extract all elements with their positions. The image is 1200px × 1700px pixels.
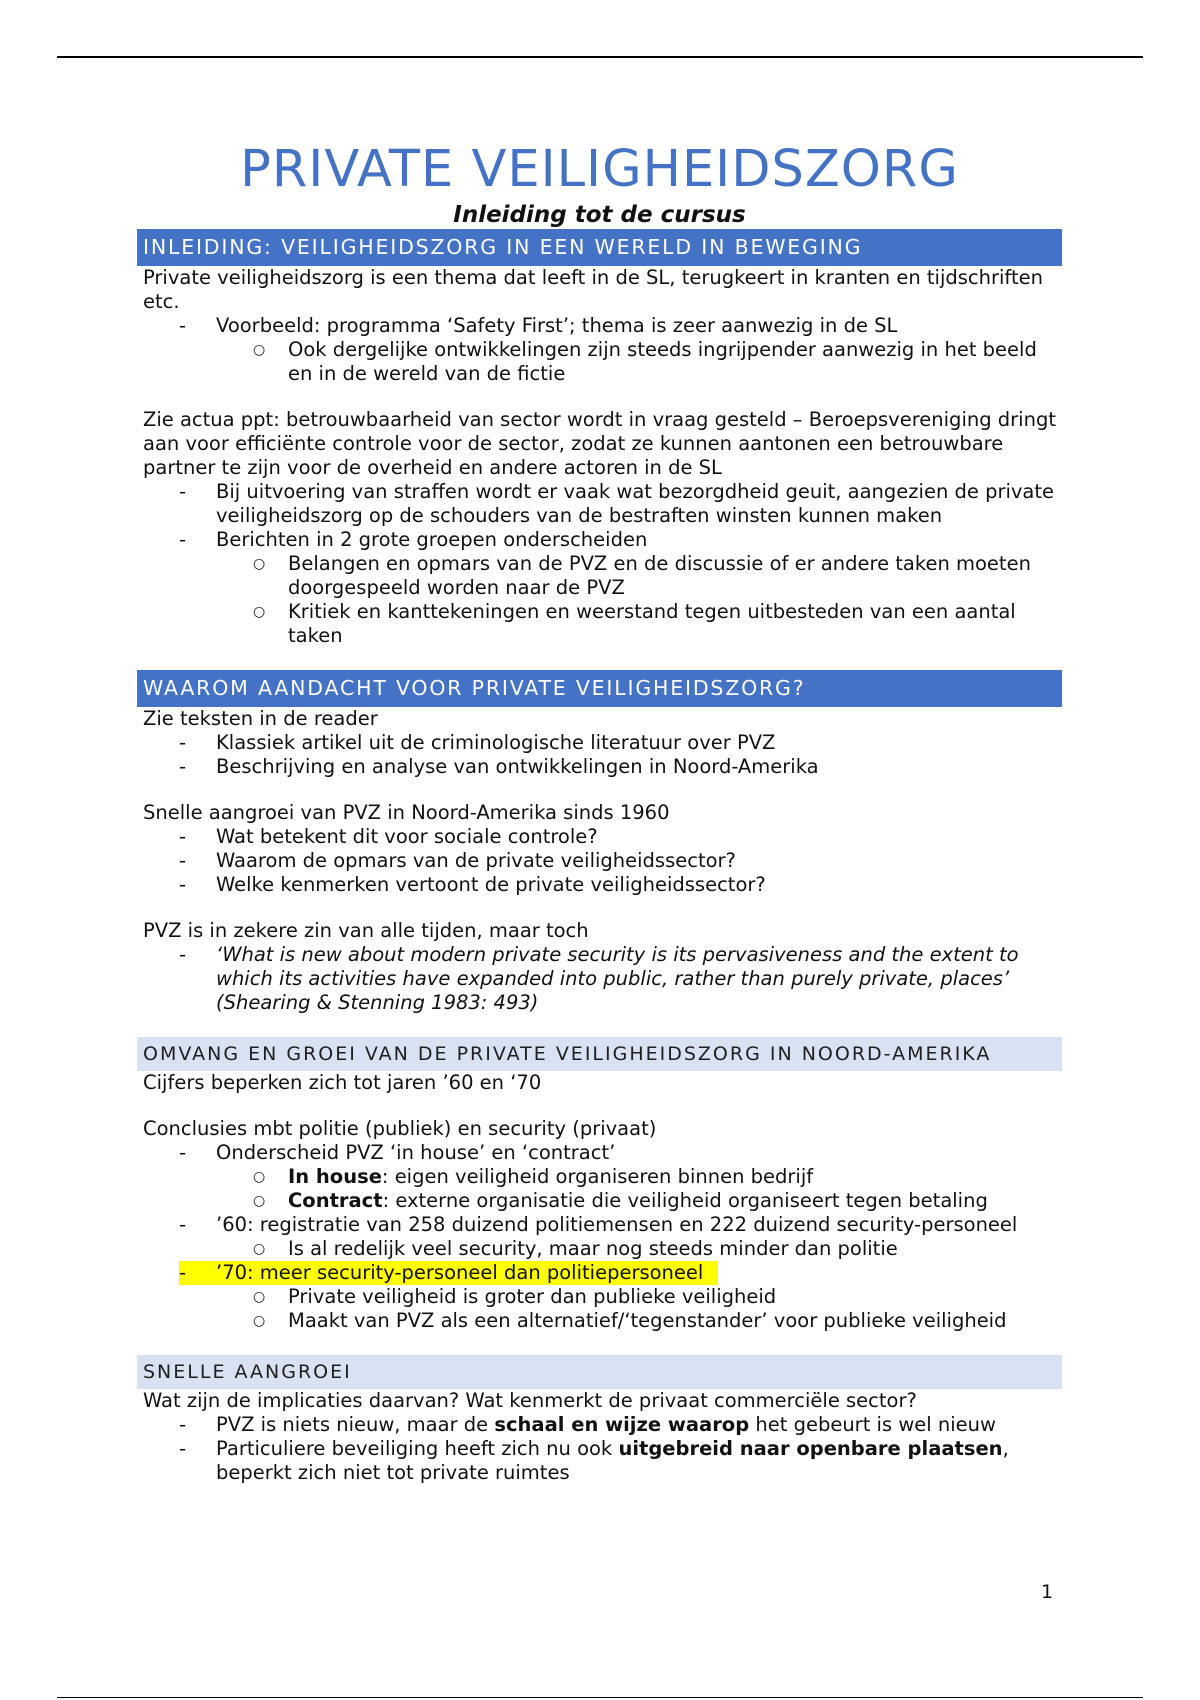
- paragraph: Private veiligheidszorg is een thema dat leeft in de SL, terugkeert in kranten en tijdschriften etc.: [143, 266, 1043, 313]
- dash-marker: -: [179, 849, 187, 872]
- dash-marker: -: [179, 1413, 187, 1436]
- circle-bullet-icon: ○: [253, 1241, 266, 1257]
- sub-bullet-item: ○ Maakt van PVZ als een alternatief/‘tegenstander’ voor publieke veiligheid: [253, 1309, 1007, 1332]
- footer-rule: [57, 1697, 1143, 1698]
- dash-marker: -: [179, 1261, 187, 1284]
- bullet-item: - Wat betekent dit voor sociale controle?: [179, 825, 598, 848]
- circle-bullet-icon: ○: [253, 1193, 266, 1209]
- circle-bullet-icon: ○: [253, 1169, 266, 1185]
- section-heading-waarom: WAAROM AANDACHT VOOR PRIVATE VEILIGHEIDSZORG?: [137, 670, 1062, 707]
- circle-bullet-icon: ○: [253, 342, 266, 358]
- document-subtitle: Inleiding tot de cursus: [453, 202, 746, 228]
- bullet-item: - Klassiek artikel uit de criminologische literatuur over PVZ: [179, 731, 776, 754]
- bullet-item-quote: - ‘What is new about modern private security is its pervasiveness and the extent to which its activities have expanded into public, rather than purely private, places’ (Shearing & Stenning 1983: 493): [179, 943, 1019, 1014]
- bullet-item: - Particuliere beveiliging heeft zich nu ook uitgebreid naar openbare plaatsen, beperkt zich niet tot private ruimtes: [179, 1437, 1009, 1484]
- dash-marker: -: [179, 480, 187, 503]
- dash-marker: -: [179, 528, 187, 551]
- bullet-item: - Voorbeeld: programma ‘Safety First’; thema is zeer aanwezig in de SL: [179, 314, 898, 337]
- circle-bullet-icon: ○: [253, 604, 266, 620]
- paragraph: Conclusies mbt politie (publiek) en security (privaat): [143, 1117, 657, 1140]
- page-number: 1: [1041, 1581, 1054, 1603]
- paragraph: Zie actua ppt: betrouwbaarheid van sector wordt in vraag gesteld – Beroepsvereniging dringt aan voor efficiënte controle voor de sector, zodat ze kunnen aantonen een betrouwbare partner te zijn voor de overheid en andere actoren in de SL: [143, 408, 1056, 479]
- dash-marker: -: [179, 731, 187, 754]
- bullet-item: - Berichten in 2 grote groepen onderscheiden: [179, 528, 648, 551]
- dash-marker: -: [179, 873, 187, 896]
- sub-bullet-item: ○ Belangen en opmars van de PVZ en de discussie of er andere taken moeten doorgespeeld worden naar de PVZ: [253, 552, 1031, 599]
- paragraph: PVZ is in zekere zin van alle tijden, maar toch: [143, 919, 589, 942]
- sub-bullet-item: ○ Kritiek en kanttekeningen en weerstand tegen uitbesteden van een aantal taken: [253, 600, 1016, 647]
- dash-marker: -: [179, 1437, 187, 1460]
- header-rule: [57, 56, 1143, 58]
- bullet-item: - Welke kenmerken vertoont de private veiligheidssector?: [179, 873, 766, 896]
- sub-bullet-item: ○ Private veiligheid is groter dan publieke veiligheid: [253, 1285, 777, 1308]
- section-heading-snelle-aangroei: SNELLE AANGROEI: [137, 1355, 1062, 1389]
- paragraph: Wat zijn de implicaties daarvan? Wat kenmerkt de privaat commerciële sector?: [143, 1389, 917, 1412]
- circle-bullet-icon: ○: [253, 556, 266, 572]
- bullet-item: - Waarom de opmars van de private veiligheidssector?: [179, 849, 736, 872]
- bullet-item-highlighted: - ’70: meer security-personeel dan politiepersoneel: [137, 1261, 1062, 1285]
- bullet-item: - Bij uitvoering van straffen wordt er vaak wat bezorgdheid geuit, aangezien de private veiligheidszorg op de schouders van de bestraften winsten kunnen maken: [179, 480, 1055, 527]
- bullet-item: - Onderscheid PVZ ‘in house’ en ‘contract’: [179, 1141, 616, 1164]
- document-page: [137, 140, 1062, 1485]
- dash-marker: -: [179, 825, 187, 848]
- bullet-item: - Beschrijving en analyse van ontwikkelingen in Noord-Amerika: [179, 755, 819, 778]
- document-title: PRIVATE VEILIGHEIDSZORG: [240, 140, 959, 199]
- sub-bullet-item: ○ Is al redelijk veel security, maar nog steeds minder dan politie: [253, 1237, 898, 1260]
- bullet-item: - ’60: registratie van 258 duizend politiemensen en 222 duizend security-personeel: [179, 1213, 1018, 1236]
- sub-bullet-item: ○ Ook dergelijke ontwikkelingen zijn steeds ingrijpender aanwezig in het beeld en in de wereld van de fictie: [253, 338, 1037, 385]
- dash-marker: -: [179, 1213, 187, 1236]
- section-heading-inleiding: INLEIDING: VEILIGHEIDSZORG IN EEN WERELD IN BEWEGING: [137, 229, 1062, 266]
- paragraph: Snelle aangroei van PVZ in Noord-Amerika sinds 1960: [143, 801, 670, 824]
- dash-marker: -: [179, 314, 187, 337]
- circle-bullet-icon: ○: [253, 1289, 266, 1305]
- circle-bullet-icon: ○: [253, 1313, 266, 1329]
- dash-marker: -: [179, 755, 187, 778]
- paragraph: Cijfers beperken zich tot jaren ’60 en ‘70: [143, 1071, 542, 1094]
- paragraph: Zie teksten in de reader: [143, 707, 378, 730]
- bullet-item: - PVZ is niets nieuw, maar de schaal en wijze waarop het gebeurt is wel nieuw: [179, 1413, 996, 1436]
- dash-marker: -: [179, 943, 187, 966]
- dash-marker: -: [179, 1141, 187, 1164]
- sub-bullet-item: ○ In house: eigen veiligheid organiseren binnen bedrijf: [253, 1165, 814, 1188]
- section-heading-omvang: OMVANG EN GROEI VAN DE PRIVATE VEILIGHEIDSZORG IN NOORD-AMERIKA: [137, 1037, 1062, 1071]
- sub-bullet-item: ○ Contract: externe organisatie die veiligheid organiseert tegen betaling: [253, 1189, 988, 1212]
